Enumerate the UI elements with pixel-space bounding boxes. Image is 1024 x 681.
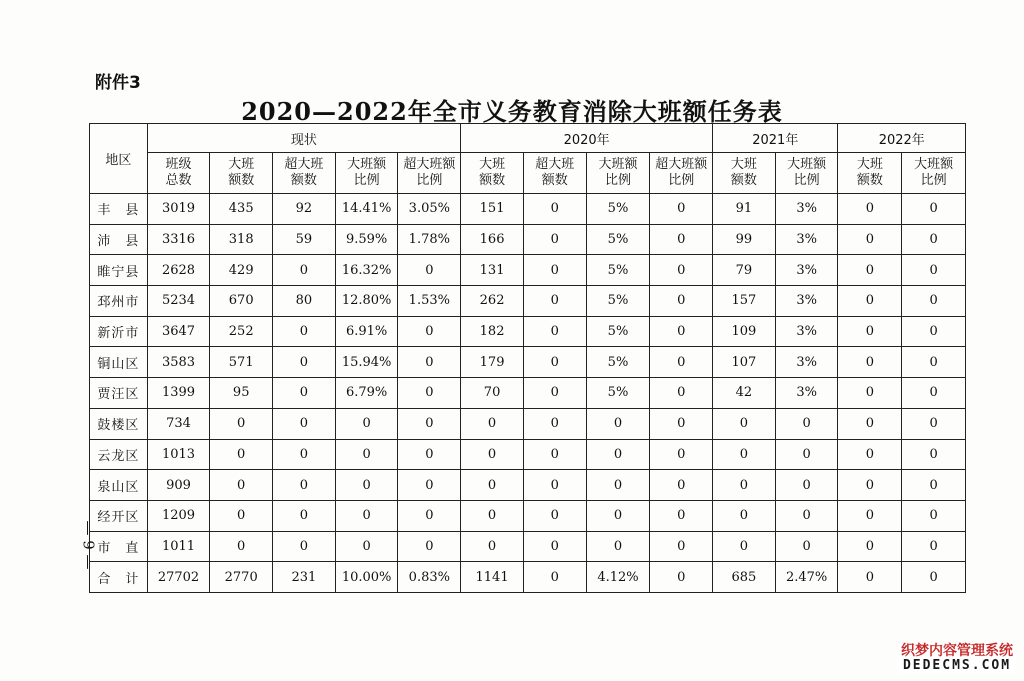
value-cell: 0	[713, 439, 776, 470]
value-cell: 1399	[147, 378, 210, 409]
value-cell: 0	[838, 408, 902, 439]
region-cell: 泉山区	[90, 470, 148, 501]
value-cell: 0	[650, 378, 713, 409]
value-cell: 0	[273, 439, 336, 470]
value-cell: 1.53%	[398, 286, 461, 317]
value-cell: 0	[775, 439, 838, 470]
watermark-line2: DEDECMS.COM	[902, 657, 1012, 673]
table-row	[90, 347, 966, 378]
value-cell: 0	[902, 286, 966, 317]
value-cell: 91	[713, 194, 776, 225]
value-cell: 0	[273, 347, 336, 378]
value-cell: 0	[838, 194, 902, 225]
value-cell: 0	[335, 439, 398, 470]
value-cell: 0	[461, 500, 524, 531]
table-row	[90, 316, 966, 347]
value-cell: 0	[902, 562, 966, 593]
value-cell: 99	[713, 224, 776, 255]
value-cell: 262	[461, 286, 524, 317]
value-cell: 0	[210, 439, 273, 470]
value-cell: 1141	[461, 562, 524, 593]
value-cell: 0	[398, 378, 461, 409]
group-header-2021: 2021年	[713, 124, 838, 153]
value-cell: 0	[398, 316, 461, 347]
table-row	[90, 439, 966, 470]
value-cell: 0	[775, 500, 838, 531]
value-cell: 0	[902, 347, 966, 378]
value-cell: 1013	[147, 439, 210, 470]
value-cell: 2.47%	[775, 562, 838, 593]
value-cell: 734	[147, 408, 210, 439]
value-cell: 0.83%	[398, 562, 461, 593]
value-cell: 0	[398, 531, 461, 562]
sub-header: 超大班 额数	[523, 153, 586, 194]
value-cell: 3316	[147, 224, 210, 255]
value-cell: 0	[775, 470, 838, 501]
table-row	[90, 500, 966, 531]
value-cell: 0	[902, 255, 966, 286]
value-cell: 109	[713, 316, 776, 347]
value-cell: 131	[461, 255, 524, 286]
value-cell: 0	[902, 316, 966, 347]
sub-header: 大班额 比例	[586, 153, 650, 194]
value-cell: 0	[650, 286, 713, 317]
value-cell: 0	[838, 439, 902, 470]
value-cell: 3%	[775, 194, 838, 225]
value-cell: 0	[838, 500, 902, 531]
table-row	[90, 224, 966, 255]
value-cell: 182	[461, 316, 524, 347]
value-cell: 107	[713, 347, 776, 378]
value-cell: 157	[713, 286, 776, 317]
table-row	[90, 531, 966, 562]
sub-header: 大班额 比例	[775, 153, 838, 194]
value-cell: 0	[838, 347, 902, 378]
watermark-line1: 织梦内容管理系统	[901, 643, 1013, 659]
value-cell: 14.41%	[335, 194, 398, 225]
value-cell: 1.78%	[398, 224, 461, 255]
value-cell: 0	[523, 347, 586, 378]
value-cell: 318	[210, 224, 273, 255]
value-cell: 0	[273, 255, 336, 286]
value-cell: 0	[775, 531, 838, 562]
value-cell: 0	[650, 500, 713, 531]
value-cell: 12.80%	[335, 286, 398, 317]
value-cell: 3583	[147, 347, 210, 378]
region-cell: 鼓楼区	[90, 408, 148, 439]
value-cell: 0	[902, 224, 966, 255]
value-cell: 0	[398, 439, 461, 470]
table-row	[90, 255, 966, 286]
value-cell: 0	[461, 531, 524, 562]
value-cell: 0	[650, 439, 713, 470]
value-cell: 0	[586, 470, 650, 501]
value-cell: 15.94%	[335, 347, 398, 378]
value-cell: 0	[650, 194, 713, 225]
value-cell: 0	[650, 255, 713, 286]
value-cell: 0	[838, 378, 902, 409]
value-cell: 0	[210, 500, 273, 531]
value-cell: 3647	[147, 316, 210, 347]
value-cell: 670	[210, 286, 273, 317]
value-cell: 2770	[210, 562, 273, 593]
value-cell: 0	[523, 531, 586, 562]
value-cell: 0	[273, 500, 336, 531]
value-cell: 0	[210, 408, 273, 439]
region-cell: 丰 县	[90, 194, 148, 225]
region-cell: 铜山区	[90, 347, 148, 378]
value-cell: 0	[902, 500, 966, 531]
table-row	[90, 194, 966, 225]
value-cell: 0	[838, 562, 902, 593]
region-cell: 邳州市	[90, 286, 148, 317]
value-cell: 0	[210, 470, 273, 501]
value-cell: 0	[650, 347, 713, 378]
value-cell: 10.00%	[335, 562, 398, 593]
region-header: 地区	[90, 124, 148, 194]
region-cell: 睢宁县	[90, 255, 148, 286]
sub-header: 超大班 额数	[273, 153, 336, 194]
value-cell: 5234	[147, 286, 210, 317]
value-cell: 0	[398, 347, 461, 378]
value-cell: 0	[902, 470, 966, 501]
value-cell: 0	[902, 531, 966, 562]
value-cell: 0	[838, 531, 902, 562]
group-header-2022: 2022年	[838, 124, 966, 153]
value-cell: 0	[523, 316, 586, 347]
value-cell: 0	[902, 378, 966, 409]
region-cell: 沛 县	[90, 224, 148, 255]
value-cell: 0	[273, 531, 336, 562]
value-cell: 92	[273, 194, 336, 225]
value-cell: 0	[650, 224, 713, 255]
value-cell: 5%	[586, 316, 650, 347]
region-cell: 新沂市	[90, 316, 148, 347]
sub-header: 大班 额数	[838, 153, 902, 194]
group-header-2020: 2020年	[461, 124, 713, 153]
value-cell: 0	[523, 500, 586, 531]
value-cell: 0	[523, 378, 586, 409]
value-cell: 42	[713, 378, 776, 409]
page-number: — 9 —	[79, 520, 98, 570]
value-cell: 0	[838, 470, 902, 501]
watermark	[898, 643, 1016, 673]
value-cell: 80	[273, 286, 336, 317]
value-cell: 0	[523, 408, 586, 439]
value-cell: 252	[210, 316, 273, 347]
value-cell: 0	[398, 470, 461, 501]
value-cell: 0	[713, 408, 776, 439]
value-cell: 0	[461, 470, 524, 501]
group-header-current: 现状	[147, 124, 461, 153]
value-cell: 0	[461, 408, 524, 439]
value-cell: 909	[147, 470, 210, 501]
region-cell: 云龙区	[90, 439, 148, 470]
value-cell: 79	[713, 255, 776, 286]
value-cell: 3%	[775, 378, 838, 409]
value-cell: 0	[523, 286, 586, 317]
value-cell: 0	[273, 408, 336, 439]
value-cell: 2628	[147, 255, 210, 286]
value-cell: 0	[335, 470, 398, 501]
value-cell: 70	[461, 378, 524, 409]
value-cell: 3.05%	[398, 194, 461, 225]
value-cell: 3%	[775, 224, 838, 255]
value-cell: 3%	[775, 316, 838, 347]
sub-header: 大班 额数	[210, 153, 273, 194]
value-cell: 9.59%	[335, 224, 398, 255]
value-cell: 0	[902, 439, 966, 470]
value-cell: 0	[210, 531, 273, 562]
value-cell: 0	[273, 316, 336, 347]
region-cell: 经开区	[90, 500, 148, 531]
value-cell: 179	[461, 347, 524, 378]
value-cell: 5%	[586, 224, 650, 255]
value-cell: 0	[902, 194, 966, 225]
region-cell: 贾汪区	[90, 378, 148, 409]
value-cell: 5%	[586, 194, 650, 225]
value-cell: 685	[713, 562, 776, 593]
value-cell: 0	[775, 408, 838, 439]
value-cell: 0	[523, 470, 586, 501]
region-cell: 合 计	[90, 562, 148, 593]
value-cell: 435	[210, 194, 273, 225]
value-cell: 59	[273, 224, 336, 255]
value-cell: 27702	[147, 562, 210, 593]
value-cell: 231	[273, 562, 336, 593]
value-cell: 16.32%	[335, 255, 398, 286]
sub-header: 大班 额数	[713, 153, 776, 194]
table-row	[90, 470, 966, 501]
value-cell: 0	[398, 500, 461, 531]
value-cell: 0	[273, 470, 336, 501]
value-cell: 0	[838, 255, 902, 286]
value-cell: 1011	[147, 531, 210, 562]
sub-header: 超大班额 比例	[650, 153, 713, 194]
value-cell: 0	[650, 562, 713, 593]
value-cell: 5%	[586, 255, 650, 286]
value-cell: 0	[650, 470, 713, 501]
value-cell: 1209	[147, 500, 210, 531]
value-cell: 4.12%	[586, 562, 650, 593]
value-cell: 0	[398, 255, 461, 286]
value-cell: 0	[586, 531, 650, 562]
value-cell: 0	[523, 439, 586, 470]
value-cell: 0	[586, 408, 650, 439]
value-cell: 0	[650, 316, 713, 347]
value-cell: 0	[838, 286, 902, 317]
region-cell: 市 直	[90, 531, 148, 562]
value-cell: 0	[650, 531, 713, 562]
task-table	[89, 123, 966, 593]
value-cell: 0	[398, 408, 461, 439]
sub-header: 大班额 比例	[335, 153, 398, 194]
sub-header: 大班 额数	[461, 153, 524, 194]
table-row	[90, 286, 966, 317]
value-cell: 151	[461, 194, 524, 225]
value-cell: 0	[902, 408, 966, 439]
value-cell: 0	[335, 500, 398, 531]
value-cell: 0	[838, 316, 902, 347]
value-cell: 0	[586, 500, 650, 531]
value-cell: 429	[210, 255, 273, 286]
page-title: 2020—2022年全市义务教育消除大班额任务表	[241, 97, 783, 126]
value-cell: 0	[523, 562, 586, 593]
value-cell: 3%	[775, 286, 838, 317]
value-cell: 0	[273, 378, 336, 409]
value-cell: 0	[650, 408, 713, 439]
value-cell: 6.91%	[335, 316, 398, 347]
value-cell: 0	[523, 194, 586, 225]
sub-header: 大班额 比例	[902, 153, 966, 194]
value-cell: 0	[586, 439, 650, 470]
table-row	[90, 408, 966, 439]
value-cell: 95	[210, 378, 273, 409]
value-cell: 3%	[775, 255, 838, 286]
value-cell: 5%	[586, 286, 650, 317]
value-cell: 0	[713, 531, 776, 562]
value-cell: 0	[713, 500, 776, 531]
value-cell: 0	[523, 255, 586, 286]
value-cell: 0	[335, 531, 398, 562]
table-row	[90, 562, 966, 593]
table-row	[90, 378, 966, 409]
value-cell: 0	[523, 224, 586, 255]
value-cell: 5%	[586, 347, 650, 378]
value-cell: 0	[335, 408, 398, 439]
value-cell: 3019	[147, 194, 210, 225]
value-cell: 5%	[586, 378, 650, 409]
attachment-label: 附件3	[95, 73, 141, 93]
value-cell: 571	[210, 347, 273, 378]
sub-header: 超大班额 比例	[398, 153, 461, 194]
value-cell: 0	[713, 470, 776, 501]
value-cell: 6.79%	[335, 378, 398, 409]
value-cell: 166	[461, 224, 524, 255]
value-cell: 3%	[775, 347, 838, 378]
value-cell: 0	[461, 439, 524, 470]
value-cell: 0	[838, 224, 902, 255]
sub-header: 班级 总数	[147, 153, 210, 194]
